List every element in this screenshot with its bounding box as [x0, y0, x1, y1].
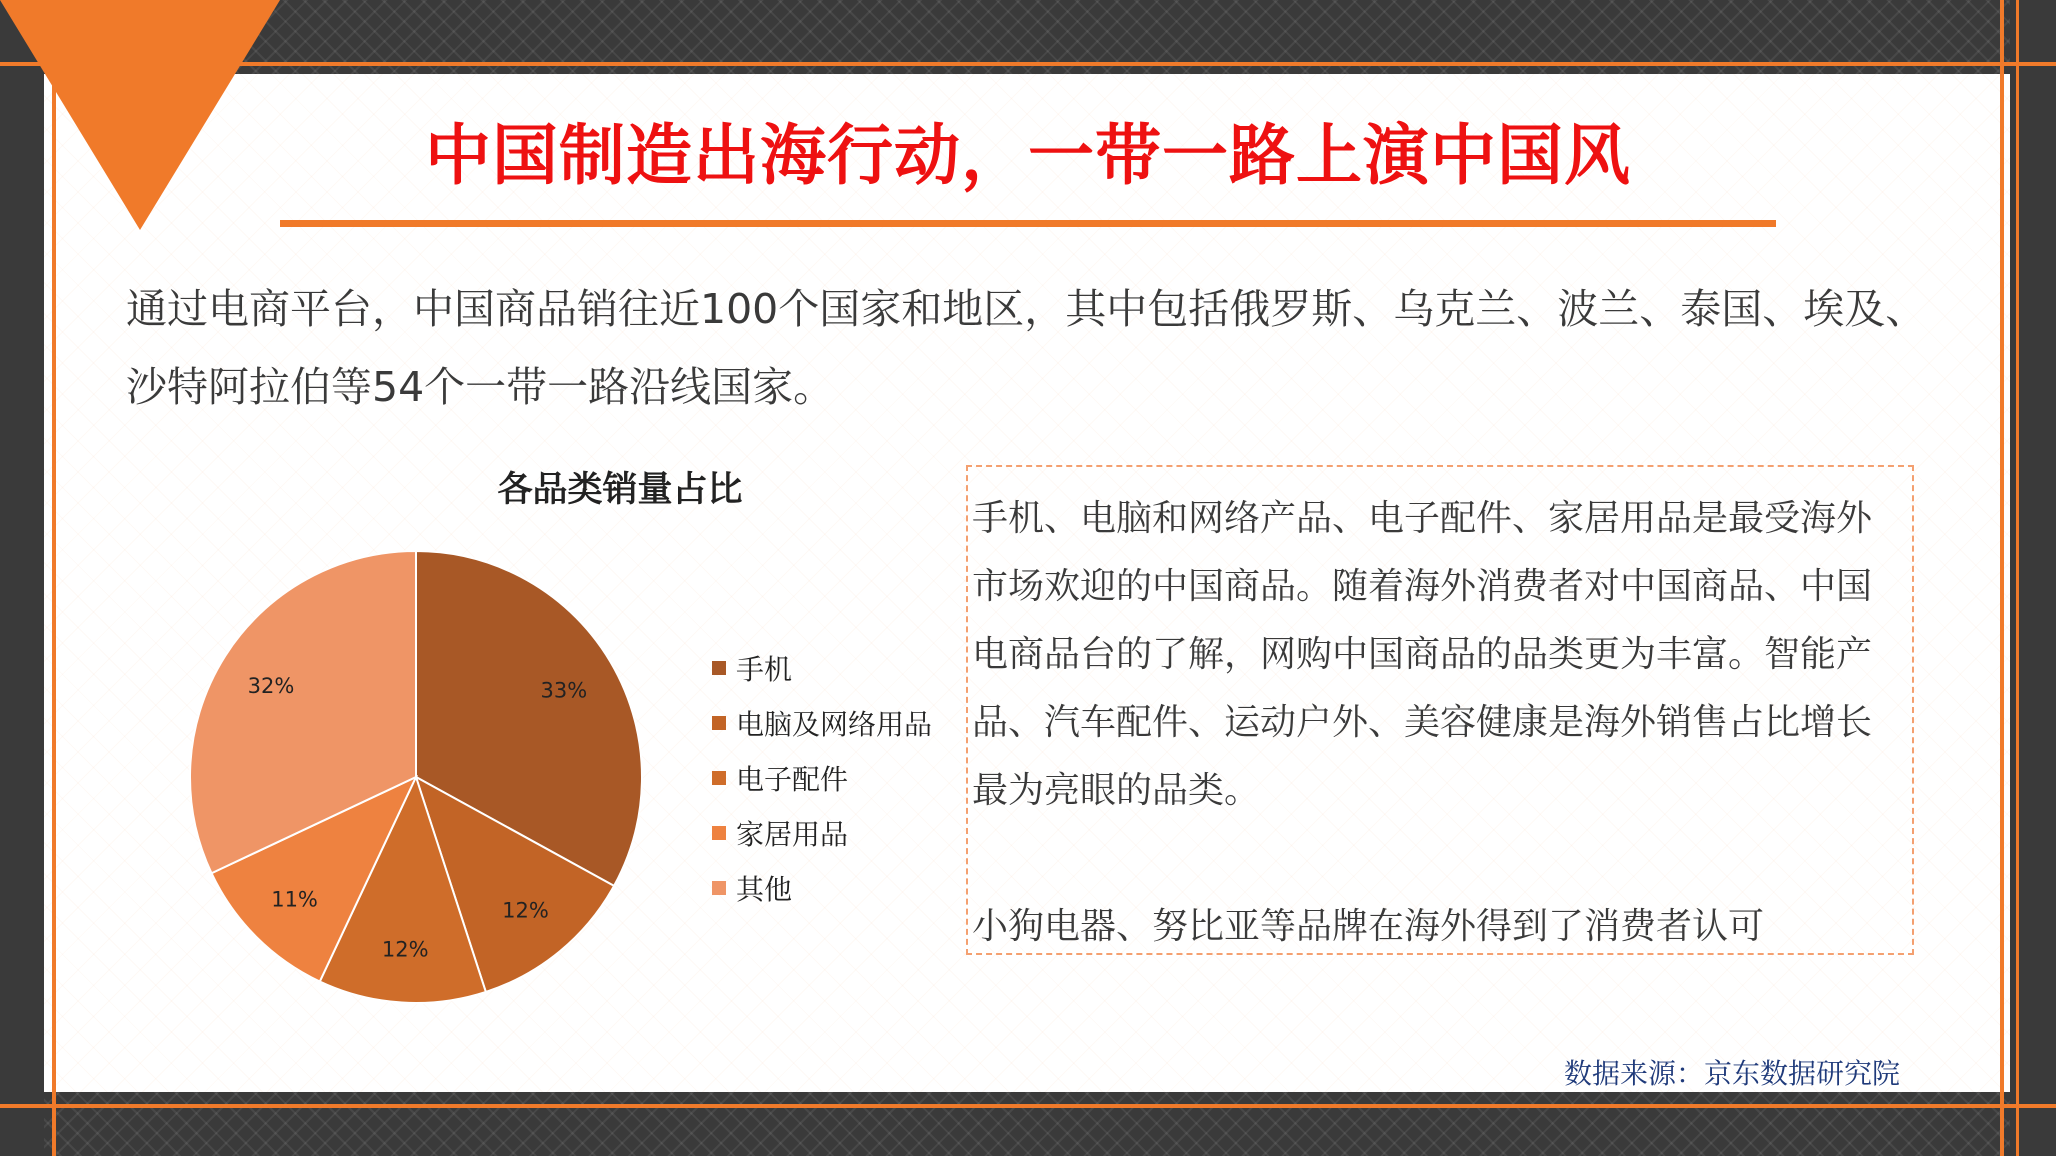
- legend-label: 电子配件: [736, 762, 849, 796]
- legend-label: 其他: [736, 872, 793, 906]
- frame-line-bottom: [0, 1104, 2056, 1108]
- legend-swatch: [712, 771, 726, 785]
- pie-data-label: 32%: [247, 673, 295, 698]
- pie-data-label: 12%: [381, 937, 429, 962]
- paragraph-gap: [972, 825, 1904, 893]
- description-box: [966, 465, 1914, 955]
- description-paragraph-2: 小狗电器、努比亚等品牌在海外得到了消费者认可: [972, 906, 1765, 947]
- pie-data-label: 12%: [502, 898, 549, 923]
- legend-item: [712, 860, 932, 915]
- legend-swatch: [712, 826, 726, 840]
- legend-label: 电脑及网络用品: [736, 707, 933, 741]
- data-source-note: 数据来源：京东数据研究院: [1563, 1057, 1900, 1090]
- corner-triangle-decoration: [0, 0, 280, 230]
- legend-swatch: [712, 661, 726, 675]
- legend-item: [712, 805, 932, 860]
- frame-line-right-2: [2016, 0, 2019, 1156]
- legend-item: [712, 695, 932, 750]
- frame-line-right-1: [2000, 0, 2004, 1156]
- frame-line-top: [0, 62, 2056, 66]
- chart-title: 各品类销量占比: [497, 470, 743, 510]
- description-paragraph-1: 手机、电脑和网络产品、电子配件、家居用品是最受海外市场欢迎的中国商品。随着海外消费者对中国商品、中国电商品台的了解，网购中国商品的品类更为丰富。智能产品、汽车配件、运动户外、美容健康是海外销售占比增长最为亮眼的品类。: [972, 498, 1873, 811]
- legend-swatch: [712, 716, 726, 730]
- pie-data-label: 33%: [540, 678, 588, 703]
- title-underline: [280, 220, 1776, 227]
- pie-data-label: 11%: [271, 887, 318, 912]
- intro-paragraph: 通过电商平台，中国商品销往近100个国家和地区，其中包括俄罗斯、乌克兰、波兰、泰国、埃及、沙特阿拉伯等54个一带一路沿线国家。: [126, 285, 1927, 411]
- page-title: 中国制造出海行动，一带一路上演中国风: [425, 117, 1631, 194]
- legend-item: [712, 640, 932, 695]
- bottom-pattern-band: [0, 1092, 2056, 1156]
- legend-label: 家居用品: [736, 817, 849, 851]
- chart-legend: [712, 640, 932, 915]
- legend-swatch: [712, 881, 726, 895]
- pie-chart: [140, 520, 660, 1040]
- legend-item: [712, 750, 932, 805]
- legend-label: 手机: [736, 652, 793, 686]
